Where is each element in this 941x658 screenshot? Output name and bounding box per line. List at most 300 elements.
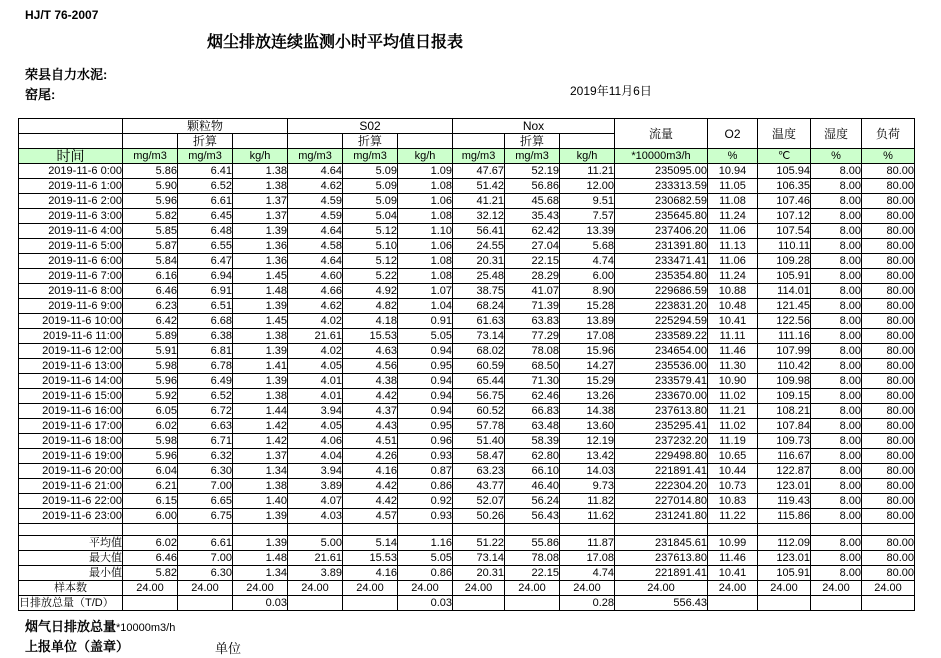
- value-cell: 4.01: [288, 389, 343, 404]
- value-cell: 8.00: [811, 434, 862, 449]
- value-cell: 68.02: [453, 344, 505, 359]
- value-cell: 1.39: [233, 344, 288, 359]
- value-cell: 8.00: [811, 389, 862, 404]
- time-cell: 2019-11-6 15:00: [19, 389, 123, 404]
- value-cell: 6.49: [178, 374, 233, 389]
- value-cell: 8.00: [811, 164, 862, 179]
- value-cell: 8.00: [811, 449, 862, 464]
- data-row: [19, 434, 915, 449]
- value-cell: 15.53: [343, 551, 398, 566]
- value-cell: 6.55: [178, 239, 233, 254]
- value-cell: 116.67: [758, 449, 811, 464]
- spacer-cell: [19, 524, 123, 536]
- value-cell: 80.00: [862, 179, 915, 194]
- value-cell: 8.00: [811, 344, 862, 359]
- time-cell: 2019-11-6 22:00: [19, 494, 123, 509]
- unit-temp-celsius: ℃: [758, 149, 811, 164]
- value-cell: 6.61: [178, 536, 233, 551]
- value-cell: 11.22: [708, 509, 758, 524]
- value-cell: 6.71: [178, 434, 233, 449]
- time-cell: 2019-11-6 18:00: [19, 434, 123, 449]
- time-cell: 2019-11-6 3:00: [19, 209, 123, 224]
- value-cell: 5.98: [123, 359, 178, 374]
- value-cell: 233670.00: [615, 389, 708, 404]
- value-cell: 105.94: [758, 164, 811, 179]
- value-cell: 6.38: [178, 329, 233, 344]
- value-cell: 4.56: [343, 359, 398, 374]
- value-cell: 1.42: [233, 434, 288, 449]
- value-cell: 46.40: [505, 479, 560, 494]
- value-cell: 6.75: [178, 509, 233, 524]
- value-cell: 5.85: [123, 224, 178, 239]
- value-cell: 1.42: [233, 419, 288, 434]
- value-cell: 1.48: [233, 284, 288, 299]
- value-cell: 1.39: [233, 224, 288, 239]
- value-cell: 60.52: [453, 404, 505, 419]
- value-cell: 1.39: [233, 509, 288, 524]
- data-row: [19, 464, 915, 479]
- data-row: [19, 389, 915, 404]
- value-cell: 119.43: [758, 494, 811, 509]
- value-cell: 6.15: [123, 494, 178, 509]
- value-cell: 5.22: [343, 269, 398, 284]
- time-cell: 2019-11-6 20:00: [19, 464, 123, 479]
- value-cell: 77.29: [505, 329, 560, 344]
- value-cell: 0.86: [398, 566, 453, 581]
- value-cell: 7.00: [178, 479, 233, 494]
- summary-label: 日排放总量（T/D）: [19, 596, 123, 611]
- value-cell: 5.96: [123, 194, 178, 209]
- value-cell: 80.00: [862, 269, 915, 284]
- value-cell: 21.61: [288, 329, 343, 344]
- spacer-cell: [343, 524, 398, 536]
- value-cell: 62.42: [505, 224, 560, 239]
- value-cell: 8.00: [811, 566, 862, 581]
- value-cell: 80.00: [862, 359, 915, 374]
- value-cell: 22.15: [505, 566, 560, 581]
- value-cell: 6.46: [123, 284, 178, 299]
- value-cell: 41.21: [453, 194, 505, 209]
- unit-nox-converted-mgm3: mg/m3: [505, 149, 560, 164]
- value-cell: 5.98: [123, 434, 178, 449]
- value-cell: 17.08: [560, 551, 615, 566]
- value-cell: 4.38: [343, 374, 398, 389]
- value-cell: 22.15: [505, 254, 560, 269]
- value-cell: 0.95: [398, 359, 453, 374]
- value-cell: 4.82: [343, 299, 398, 314]
- spacer-cell: [708, 524, 758, 536]
- value-cell: 8.00: [811, 239, 862, 254]
- value-cell: 11.24: [708, 269, 758, 284]
- data-row: [19, 269, 915, 284]
- value-cell: 235095.00: [615, 164, 708, 179]
- value-cell: 1.08: [398, 269, 453, 284]
- value-cell: 24.00: [758, 581, 811, 596]
- time-cell: 2019-11-6 19:00: [19, 449, 123, 464]
- data-row: [19, 284, 915, 299]
- summary-label: 样本数: [19, 581, 123, 596]
- value-cell: 80.00: [862, 224, 915, 239]
- value-cell: 8.00: [811, 224, 862, 239]
- value-cell: 11.46: [708, 344, 758, 359]
- value-cell: 10.99: [708, 536, 758, 551]
- value-cell: [343, 596, 398, 611]
- value-cell: 24.00: [811, 581, 862, 596]
- value-cell: [758, 596, 811, 611]
- summary-row: [19, 536, 915, 551]
- value-cell: 24.00: [288, 581, 343, 596]
- value-cell: 56.75: [453, 389, 505, 404]
- value-cell: 5.91: [123, 344, 178, 359]
- value-cell: 0.93: [398, 449, 453, 464]
- unit-nox-mgm3: mg/m3: [453, 149, 505, 164]
- value-cell: 13.39: [560, 224, 615, 239]
- value-cell: 1.07: [398, 284, 453, 299]
- value-cell: 27.04: [505, 239, 560, 254]
- value-cell: 80.00: [862, 494, 915, 509]
- value-cell: 24.00: [233, 581, 288, 596]
- daily-total-note: [25, 616, 175, 636]
- value-cell: 24.00: [560, 581, 615, 596]
- value-cell: 0.93: [398, 509, 453, 524]
- value-cell: 1.48: [233, 551, 288, 566]
- time-cell: 2019-11-6 11:00: [19, 329, 123, 344]
- value-cell: 11.02: [708, 389, 758, 404]
- value-cell: 68.50: [505, 359, 560, 374]
- value-cell: [862, 596, 915, 611]
- value-cell: 223831.20: [615, 299, 708, 314]
- value-cell: 80.00: [862, 209, 915, 224]
- value-cell: 105.91: [758, 269, 811, 284]
- value-cell: 4.43: [343, 419, 398, 434]
- unit-pm-mgm3: mg/m3: [123, 149, 178, 164]
- value-cell: 1.41: [233, 359, 288, 374]
- data-row: [19, 419, 915, 434]
- data-row: [19, 239, 915, 254]
- value-cell: 1.45: [233, 314, 288, 329]
- spacer-cell: [505, 524, 560, 536]
- value-cell: 4.66: [288, 284, 343, 299]
- value-cell: 10.65: [708, 449, 758, 464]
- hourly-data-body: [19, 164, 915, 524]
- value-cell: 5.09: [343, 164, 398, 179]
- value-cell: 1.06: [398, 239, 453, 254]
- value-cell: 73.14: [453, 329, 505, 344]
- value-cell: 229686.59: [615, 284, 708, 299]
- value-cell: 6.47: [178, 254, 233, 269]
- value-cell: 13.26: [560, 389, 615, 404]
- unit-so2-mgm3: mg/m3: [288, 149, 343, 164]
- value-cell: 5.96: [123, 449, 178, 464]
- value-cell: 24.00: [505, 581, 560, 596]
- header-blank: [233, 134, 288, 149]
- value-cell: 6.51: [178, 299, 233, 314]
- value-cell: 80.00: [862, 509, 915, 524]
- value-cell: 10.48: [708, 299, 758, 314]
- value-cell: 1.38: [233, 479, 288, 494]
- value-cell: 20.31: [453, 254, 505, 269]
- value-cell: 57.78: [453, 419, 505, 434]
- value-cell: 8.00: [811, 509, 862, 524]
- value-cell: 1.38: [233, 179, 288, 194]
- value-cell: 80.00: [862, 329, 915, 344]
- spacer-cell: [811, 524, 862, 536]
- value-cell: 11.24: [708, 209, 758, 224]
- value-cell: 24.00: [178, 581, 233, 596]
- value-cell: 10.41: [708, 314, 758, 329]
- value-cell: 1.45: [233, 269, 288, 284]
- value-cell: 3.94: [288, 404, 343, 419]
- value-cell: 109.15: [758, 389, 811, 404]
- header-blank: [453, 134, 505, 149]
- value-cell: 7.57: [560, 209, 615, 224]
- value-cell: 8.00: [811, 359, 862, 374]
- time-cell: 2019-11-6 13:00: [19, 359, 123, 374]
- data-row: [19, 299, 915, 314]
- spacer-cell: [123, 524, 178, 536]
- value-cell: 4.37: [343, 404, 398, 419]
- time-cell: 2019-11-6 7:00: [19, 269, 123, 284]
- unit-load-percent: %: [862, 149, 915, 164]
- value-cell: 6.42: [123, 314, 178, 329]
- value-cell: 9.51: [560, 194, 615, 209]
- header-group-nox: Nox: [453, 119, 615, 134]
- value-cell: 0.94: [398, 404, 453, 419]
- value-cell: 6.45: [178, 209, 233, 224]
- value-cell: 6.46: [123, 551, 178, 566]
- value-cell: 8.90: [560, 284, 615, 299]
- value-cell: 108.21: [758, 404, 811, 419]
- value-cell: 123.01: [758, 551, 811, 566]
- value-cell: 80.00: [862, 254, 915, 269]
- value-cell: 80.00: [862, 449, 915, 464]
- data-row: [19, 344, 915, 359]
- header-flow: 流量: [615, 119, 708, 149]
- value-cell: 0.94: [398, 389, 453, 404]
- monitor-point-label: 窑尾:: [25, 87, 56, 102]
- value-cell: 78.08: [505, 551, 560, 566]
- value-cell: 233313.59: [615, 179, 708, 194]
- value-cell: 123.01: [758, 479, 811, 494]
- value-cell: 0.86: [398, 479, 453, 494]
- value-cell: 80.00: [862, 164, 915, 179]
- value-cell: 5.90: [123, 179, 178, 194]
- value-cell: 6.23: [123, 299, 178, 314]
- value-cell: 5.12: [343, 224, 398, 239]
- value-cell: 107.84: [758, 419, 811, 434]
- value-cell: 10.94: [708, 164, 758, 179]
- value-cell: 4.63: [343, 344, 398, 359]
- time-cell: 2019-11-6 10:00: [19, 314, 123, 329]
- value-cell: 122.56: [758, 314, 811, 329]
- report-table: [18, 118, 915, 611]
- value-cell: 20.31: [453, 566, 505, 581]
- value-cell: 6.30: [178, 566, 233, 581]
- value-cell: 10.83: [708, 494, 758, 509]
- time-cell: 2019-11-6 21:00: [19, 479, 123, 494]
- value-cell: 11.21: [560, 164, 615, 179]
- value-cell: 235354.80: [615, 269, 708, 284]
- value-cell: 8.00: [811, 209, 862, 224]
- company-name: 荣县自力水泥:: [25, 67, 108, 82]
- value-cell: 8.00: [811, 314, 862, 329]
- value-cell: 52.19: [505, 164, 560, 179]
- value-cell: 1.06: [398, 194, 453, 209]
- value-cell: 5.14: [343, 536, 398, 551]
- value-cell: 5.05: [398, 329, 453, 344]
- value-cell: 121.45: [758, 299, 811, 314]
- data-row: [19, 314, 915, 329]
- value-cell: 80.00: [862, 194, 915, 209]
- value-cell: 12.19: [560, 434, 615, 449]
- value-cell: 4.02: [288, 314, 343, 329]
- value-cell: 58.47: [453, 449, 505, 464]
- value-cell: [288, 596, 343, 611]
- unit-o2-percent: %: [708, 149, 758, 164]
- value-cell: 0.94: [398, 374, 453, 389]
- unit-pm-kgh: kg/h: [233, 149, 288, 164]
- spacer-cell: [398, 524, 453, 536]
- value-cell: 1.38: [233, 389, 288, 404]
- value-cell: 231391.80: [615, 239, 708, 254]
- value-cell: 5.84: [123, 254, 178, 269]
- value-cell: 4.51: [343, 434, 398, 449]
- report-title: 烟尘排放连续监测小时平均值日报表: [207, 34, 464, 51]
- value-cell: 109.28: [758, 254, 811, 269]
- value-cell: 6.48: [178, 224, 233, 239]
- header-load: 负荷: [862, 119, 915, 149]
- value-cell: 107.99: [758, 344, 811, 359]
- value-cell: 60.59: [453, 359, 505, 374]
- value-cell: 13.60: [560, 419, 615, 434]
- value-cell: 1.04: [398, 299, 453, 314]
- time-cell: 2019-11-6 8:00: [19, 284, 123, 299]
- value-cell: 10.88: [708, 284, 758, 299]
- value-cell: 6.02: [123, 419, 178, 434]
- value-cell: 80.00: [862, 434, 915, 449]
- value-cell: 556.43: [615, 596, 708, 611]
- summary-body: [19, 524, 915, 611]
- value-cell: 56.43: [505, 509, 560, 524]
- spacer-cell: [233, 524, 288, 536]
- header-humidity: 湿度: [811, 119, 862, 149]
- value-cell: 3.89: [288, 479, 343, 494]
- value-cell: 80.00: [862, 551, 915, 566]
- value-cell: 9.73: [560, 479, 615, 494]
- value-cell: 122.87: [758, 464, 811, 479]
- value-cell: 6.81: [178, 344, 233, 359]
- value-cell: 8.00: [811, 479, 862, 494]
- value-cell: 28.29: [505, 269, 560, 284]
- value-cell: 56.86: [505, 179, 560, 194]
- value-cell: 4.05: [288, 359, 343, 374]
- value-cell: 4.64: [288, 254, 343, 269]
- value-cell: 4.16: [343, 464, 398, 479]
- value-cell: 11.05: [708, 179, 758, 194]
- value-cell: 4.64: [288, 164, 343, 179]
- value-cell: 63.83: [505, 314, 560, 329]
- header-group-pm: 颗粒物: [123, 119, 288, 134]
- header-group-so2: S02: [288, 119, 453, 134]
- value-cell: 35.43: [505, 209, 560, 224]
- unit-nox-kgh: kg/h: [560, 149, 615, 164]
- value-cell: 66.10: [505, 464, 560, 479]
- value-cell: 15.29: [560, 374, 615, 389]
- value-cell: 11.06: [708, 254, 758, 269]
- value-cell: 8.00: [811, 254, 862, 269]
- value-cell: 110.11: [758, 239, 811, 254]
- value-cell: 11.87: [560, 536, 615, 551]
- value-cell: 6.05: [123, 404, 178, 419]
- header-converted-so2: 折算: [343, 134, 398, 149]
- value-cell: 11.08: [708, 194, 758, 209]
- data-row: [19, 374, 915, 389]
- data-row: [19, 194, 915, 209]
- value-cell: 4.74: [560, 566, 615, 581]
- time-cell: 2019-11-6 14:00: [19, 374, 123, 389]
- value-cell: 1.37: [233, 194, 288, 209]
- value-cell: 80.00: [862, 284, 915, 299]
- value-cell: 237406.20: [615, 224, 708, 239]
- header-blank: [288, 134, 343, 149]
- value-cell: 56.41: [453, 224, 505, 239]
- value-cell: 24.00: [615, 581, 708, 596]
- value-cell: 80.00: [862, 344, 915, 359]
- data-row: [19, 404, 915, 419]
- value-cell: 4.60: [288, 269, 343, 284]
- value-cell: 109.98: [758, 374, 811, 389]
- value-cell: 80.00: [862, 419, 915, 434]
- summary-row: [19, 566, 915, 581]
- value-cell: 4.64: [288, 224, 343, 239]
- header-blank: [123, 134, 178, 149]
- time-cell: 2019-11-6 1:00: [19, 179, 123, 194]
- value-cell: 6.32: [178, 449, 233, 464]
- value-cell: 6.02: [123, 536, 178, 551]
- value-cell: 6.61: [178, 194, 233, 209]
- spacer-cell: [758, 524, 811, 536]
- value-cell: 4.62: [288, 299, 343, 314]
- data-row: [19, 494, 915, 509]
- value-cell: 0.91: [398, 314, 453, 329]
- value-cell: 8.00: [811, 194, 862, 209]
- value-cell: 24.00: [343, 581, 398, 596]
- header-o2: O2: [708, 119, 758, 149]
- value-cell: 51.42: [453, 179, 505, 194]
- value-cell: 24.55: [453, 239, 505, 254]
- value-cell: 80.00: [862, 239, 915, 254]
- value-cell: [811, 596, 862, 611]
- value-cell: 32.12: [453, 209, 505, 224]
- value-cell: 3.89: [288, 566, 343, 581]
- value-cell: 25.48: [453, 269, 505, 284]
- value-cell: 6.16: [123, 269, 178, 284]
- value-cell: 0.87: [398, 464, 453, 479]
- value-cell: 1.09: [398, 164, 453, 179]
- value-cell: 0.03: [233, 596, 288, 611]
- value-cell: 1.40: [233, 494, 288, 509]
- value-cell: 66.83: [505, 404, 560, 419]
- value-cell: 4.07: [288, 494, 343, 509]
- value-cell: 5.96: [123, 374, 178, 389]
- value-cell: 1.38: [233, 164, 288, 179]
- value-cell: 6.91: [178, 284, 233, 299]
- value-cell: 6.52: [178, 179, 233, 194]
- value-cell: 11.13: [708, 239, 758, 254]
- value-cell: 63.23: [453, 464, 505, 479]
- value-cell: 221891.41: [615, 464, 708, 479]
- value-cell: 8.00: [811, 536, 862, 551]
